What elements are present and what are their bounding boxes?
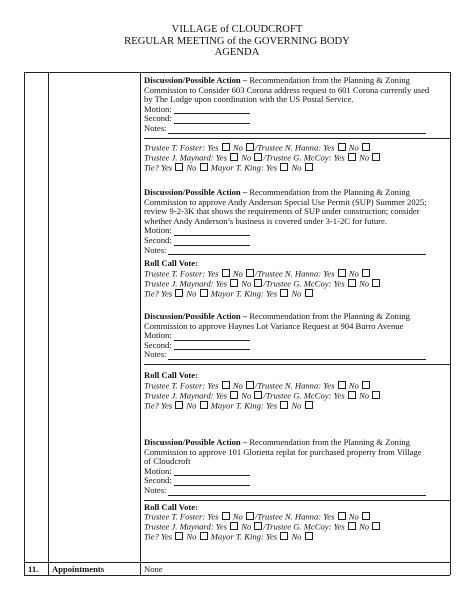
action-heading: Discussion/Possible Action – [144, 311, 248, 321]
row-value: None [144, 564, 163, 574]
item-text-line: by The Lodge upon coordination with the US Postal Service. [144, 94, 354, 105]
checkbox[interactable] [175, 289, 183, 297]
second-field[interactable] [174, 115, 250, 124]
checkbox[interactable] [246, 512, 254, 520]
checkbox[interactable] [246, 381, 254, 389]
checkbox[interactable] [348, 153, 356, 161]
roll-call-heading: Roll Call Vote: [144, 258, 198, 269]
checkbox[interactable] [338, 512, 346, 520]
checkbox[interactable] [200, 401, 208, 409]
table-border-left [24, 72, 25, 575]
agenda-title: AGENDA [214, 47, 260, 59]
checkbox[interactable] [305, 289, 313, 297]
roll-call-heading: Roll Call Vote: [144, 501, 198, 512]
table-column-divider-1 [48, 72, 49, 575]
checkbox[interactable] [305, 163, 313, 171]
motion-label: Motion: [144, 465, 172, 476]
checkbox[interactable] [175, 532, 183, 540]
item-text-line: Recommendation from the Planning & Zoning [249, 75, 410, 85]
checkbox[interactable] [280, 532, 288, 540]
second-label: Second: [144, 113, 172, 124]
meeting-title: REGULAR MEETING of the GOVERNING BODY [124, 35, 350, 47]
checkbox[interactable] [230, 522, 238, 530]
item-text-line: of Cloudcroft [144, 456, 191, 467]
checkbox[interactable] [362, 143, 370, 151]
second-label: Second: [144, 339, 172, 350]
checkbox[interactable] [222, 143, 230, 151]
notes-field[interactable] [168, 351, 426, 360]
notes-field[interactable] [168, 487, 426, 496]
checkbox[interactable] [175, 401, 183, 409]
checkbox[interactable] [362, 512, 370, 520]
checkbox[interactable] [348, 279, 356, 287]
checkbox[interactable] [280, 289, 288, 297]
item-text-line: Recommendation from the Planning & Zoning [249, 187, 410, 197]
item-text-line: Recommendation from the Planning & Zoning [249, 437, 410, 447]
checkbox[interactable] [222, 512, 230, 520]
notes-field[interactable] [168, 125, 426, 134]
checkbox[interactable] [305, 532, 313, 540]
motion-label: Motion: [144, 103, 172, 114]
checkbox[interactable] [230, 391, 238, 399]
checkbox[interactable] [230, 279, 238, 287]
checkbox[interactable] [372, 391, 380, 399]
agenda-item: Discussion/Possible Action – Recommendation from the Planning & Zoning Commission to approve Haynes Lot Variance Request at 904 Burro Avenue Motion: Second: Notes: Roll Call Vote: Trustee T. Foster: Yes No /Trustee N. Hanna: Yes No Trustee J. Maynard: Yes No /Trustee G. McCoy: Yes No Tie? Yes No Mayor T. King: Yes No [144, 312, 456, 411]
second-label: Second: [144, 475, 172, 486]
motion-label: Motion: [144, 330, 172, 341]
row-number: 11. [28, 564, 39, 574]
second-field[interactable] [174, 237, 250, 246]
checkbox[interactable] [362, 269, 370, 277]
agenda-item: Discussion/Possible Action – Recommendation from the Planning & Zoning Commission to approve Andy Anderson Special Use Permit (SUP) Summer 2025; review 9-2-3K that shows the requirements of SUP under construction; consider whether Andy Anderson’s business is covered under 3-1-2C for future. Motion: Second: Notes: Roll Call Vote: Trustee T. Foster: Yes No /Trustee N. Hanna: Yes No Trustee J. Maynard: Yes No /Trustee G. McCoy: Yes No Tie? Yes No Mayor T. King: Yes No [144, 188, 456, 299]
item-text-line: Commission to approve Andy Anderson Special Use Permit (SUP) Summer 2025; [144, 196, 427, 207]
checkbox[interactable] [280, 163, 288, 171]
motion-field[interactable] [174, 227, 250, 236]
second-label: Second: [144, 234, 172, 245]
item-text-line: Commission to approve 101 Glorietta replat for purchased property from Village [144, 446, 422, 457]
checkbox[interactable] [338, 269, 346, 277]
checkbox[interactable] [200, 532, 208, 540]
village-name: VILLAGE of CLOUDCROFT [171, 24, 303, 35]
agenda-item: Discussion/Possible Action – Recommendation from the Planning & Zoning Commission to Consider 603 Corona address request to 601 Corona currently used by The Lodge upon coordination with the US Postal Service. Motion: Second: Notes: Trustee T. Foster: Yes No /Trustee N. Hanna: Yes No Trustee J. Maynard: Yes No /Trustee G. McCoy: Yes No Tie? Yes No Mayor T. King: Yes No [144, 76, 456, 173]
motion-field[interactable] [174, 467, 250, 476]
action-heading: Discussion/Possible Action – [144, 187, 248, 197]
agenda-item: Discussion/Possible Action – Recommendation from the Planning & Zoning Commission to approve 101 Glorietta replat for purchased property from Village of Cloudcroft Motion: Second: Notes: Roll Call Vote: Trustee T. Foster: Yes No /Trustee N. Hanna: Yes No Trustee J. Maynard: Yes No /Trustee G. McCoy: Yes No Tie? Yes No Mayor T. King: Yes No [144, 438, 456, 542]
checkbox[interactable] [175, 163, 183, 171]
checkbox[interactable] [338, 381, 346, 389]
motion-field[interactable] [174, 105, 250, 114]
checkbox[interactable] [372, 153, 380, 161]
checkbox[interactable] [348, 391, 356, 399]
row-title: Appointments [52, 564, 105, 574]
notes-label: Notes: [144, 484, 167, 495]
motion-field[interactable] [174, 332, 250, 341]
item-text-line: Commission to approve Haynes Lot Variance Request at 904 Burro Avenue [144, 320, 404, 331]
checkbox[interactable] [305, 401, 313, 409]
row-divider [24, 562, 450, 563]
checkbox[interactable] [254, 153, 262, 161]
notes-label: Notes: [144, 122, 167, 133]
item-text-line: review 9-2-3K that shows the requirements of SUP under construction; consider [144, 206, 420, 217]
checkbox[interactable] [372, 522, 380, 530]
notes-label: Notes: [144, 244, 167, 255]
table-column-divider-2 [140, 72, 141, 575]
roll-call-heading: Roll Call Vote: [144, 369, 198, 380]
checkbox[interactable] [362, 381, 370, 389]
checkbox[interactable] [254, 279, 262, 287]
action-heading: Discussion/Possible Action – [144, 437, 248, 447]
notes-field[interactable] [168, 246, 426, 255]
checkbox[interactable] [372, 279, 380, 287]
checkbox[interactable] [246, 143, 254, 151]
action-heading: Discussion/Possible Action – [144, 75, 248, 85]
checkbox[interactable] [222, 381, 230, 389]
table-border-bottom [24, 575, 450, 576]
item-text-line: Commission to Consider 603 Corona address request to 601 Corona currently used [144, 84, 430, 95]
checkbox[interactable] [222, 269, 230, 277]
checkbox[interactable] [254, 391, 262, 399]
checkbox[interactable] [348, 522, 356, 530]
item-text-line: whether Andy Anderson’s business is covered under 3-1-2C for future. [144, 215, 387, 226]
motion-label: Motion: [144, 225, 172, 236]
checkbox[interactable] [246, 269, 254, 277]
item-text-line: Recommendation from the Planning & Zoning [249, 311, 410, 321]
agenda-header [0, 24, 474, 59]
notes-label: Notes: [144, 349, 167, 360]
checkbox[interactable] [338, 143, 346, 151]
second-field[interactable] [174, 341, 250, 350]
checkbox[interactable] [230, 153, 238, 161]
checkbox[interactable] [200, 163, 208, 171]
checkbox[interactable] [200, 289, 208, 297]
checkbox[interactable] [280, 401, 288, 409]
second-field[interactable] [174, 477, 250, 486]
checkbox[interactable] [254, 522, 262, 530]
